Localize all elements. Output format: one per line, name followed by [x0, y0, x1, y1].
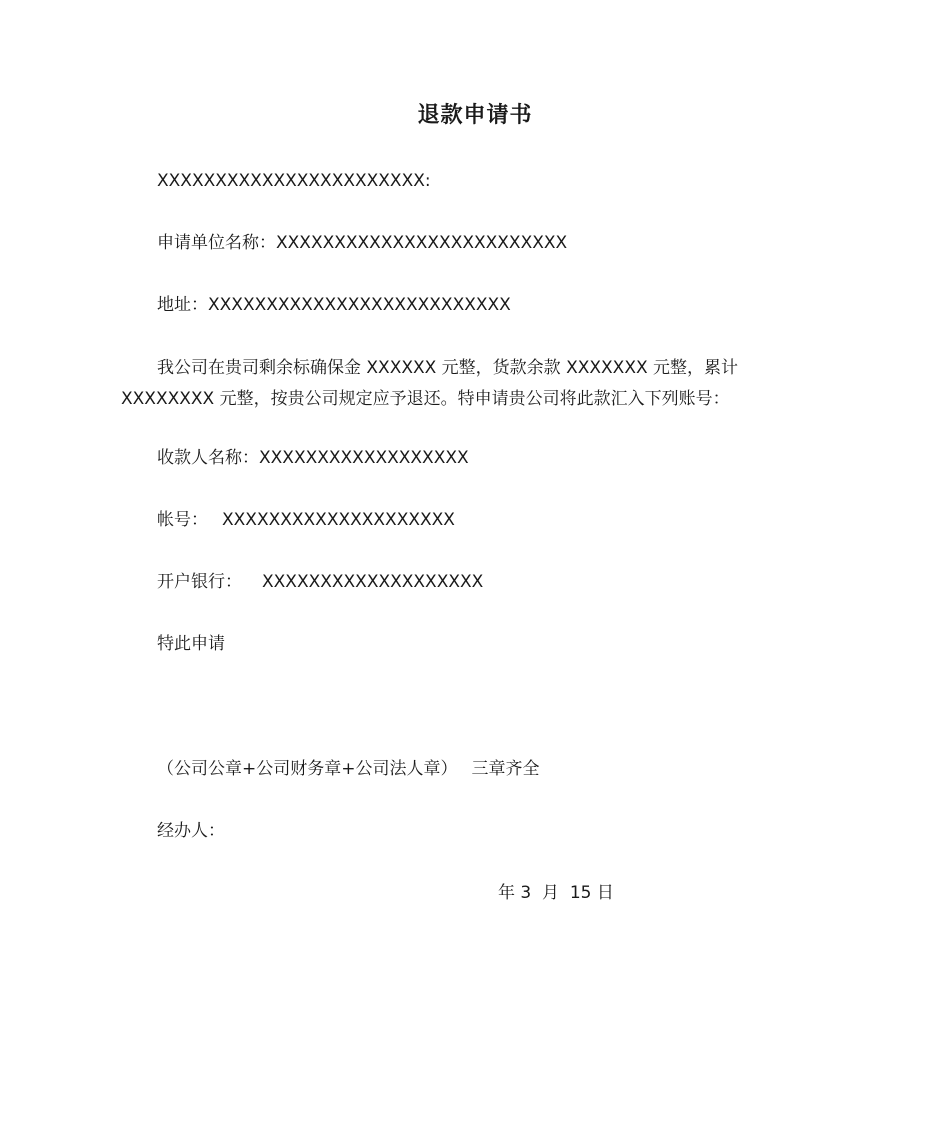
bank-line	[157, 570, 483, 594]
closing-text: 特此申请	[157, 634, 225, 654]
payee-line	[157, 446, 469, 470]
account-label: 帐号：	[157, 510, 208, 530]
payee-label: 收款人名称：	[157, 448, 259, 468]
applicant-label: 申请单位名称：	[157, 233, 276, 253]
seal-complete: 三章齐全	[471, 759, 540, 779]
applicant-line	[157, 231, 567, 255]
payee-value: XXXXXXXXXXXXXXXXXX	[259, 448, 469, 468]
handler-label: 经办人：	[157, 821, 225, 841]
address-line	[157, 293, 511, 317]
date-line: 年 3 月 15 日	[498, 883, 614, 903]
body-paragraph	[121, 353, 829, 415]
bank-value: XXXXXXXXXXXXXXXXXXX	[262, 572, 484, 592]
salutation: XXXXXXXXXXXXXXXXXXXXXXX:	[157, 171, 431, 191]
document-title: 退款申请书	[417, 103, 533, 128]
applicant-value: XXXXXXXXXXXXXXXXXXXXXXXXX	[276, 233, 568, 253]
address-value: XXXXXXXXXXXXXXXXXXXXXXXXXX	[208, 295, 511, 315]
bank-label: 开户银行：	[157, 572, 242, 592]
body-paragraph-text: 我公司在贵司剩余标确保金 XXXXXX 元整，货款余款 XXXXXXX 元整，累计 XXXXXXXX 元整，按贵公司规定应予退还。特申请贵公司将此款汇入下列账号：	[121, 358, 739, 409]
seal-line	[157, 757, 540, 781]
account-line	[157, 508, 455, 532]
seal-note: （公司公章+公司财务章+公司法人章）	[157, 759, 458, 779]
account-value: XXXXXXXXXXXXXXXXXXXX	[222, 510, 455, 530]
address-label: 地址：	[157, 295, 208, 315]
